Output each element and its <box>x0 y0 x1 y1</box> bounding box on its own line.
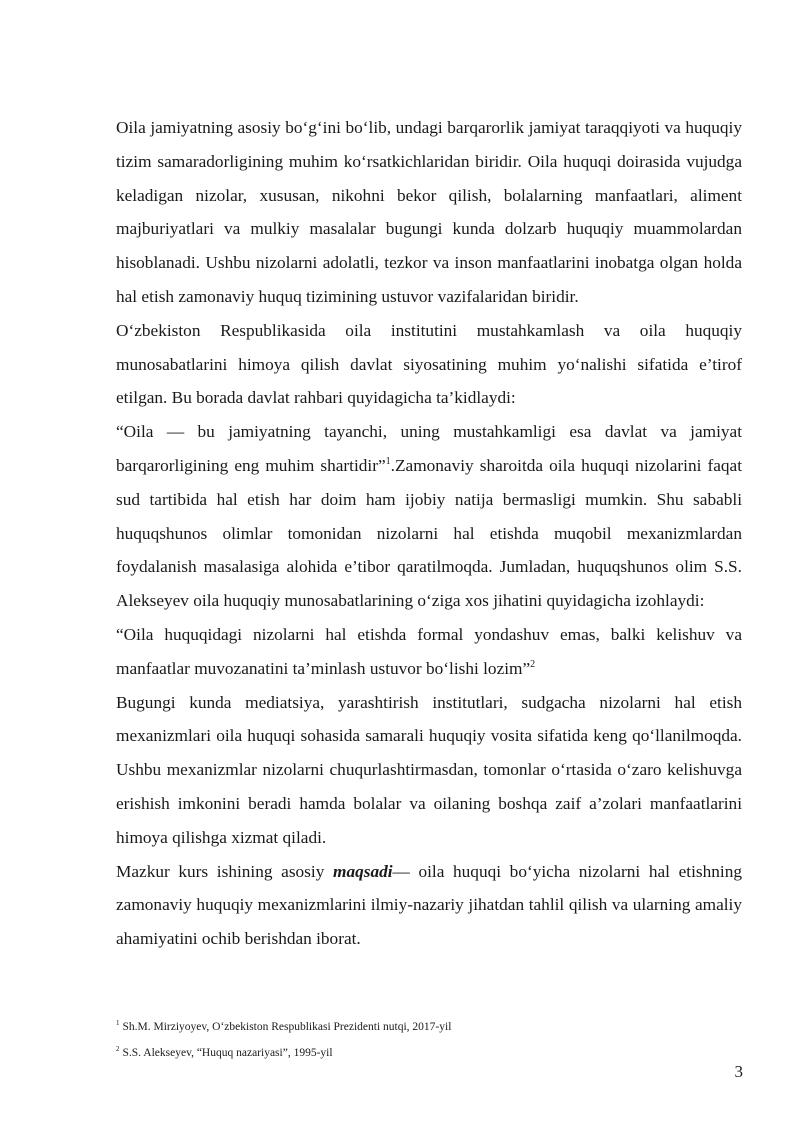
paragraph-alternatives: .Zamonaviy sharoitda oila huquqi nizolarini faqat sud tartibida hal etish har doim ham ijobiy natija bermasligi mumkin. Shu sababli huquqshunos olimlar tomonidan nizolarni hal etishda muqobil mexanizmlardan foydalanish masalasiga alohida e’tibor qaratilmoqda. Jumladan, huquqshunos olim S.S. Alekseyev oila huquqiy munosabatlarining o‘ziga xos jihatini quyidagicha izohlaydi: <box>116 455 742 611</box>
footnote-mark-1: 1 <box>116 1019 120 1028</box>
paragraph-mediation: Bugungi kunda mediatsiya, yarashtirish institutlari, sudgacha nizolarni hal etish mexanizmlari oila huquqi sohasida samarali huquqiy vosita sifatida keng qo‘llanilmoqda. Ushbu mexanizmlar nizolarni chuqurlashtirmasdan, tomonlar o‘rtasida o‘zaro kelishuvga erishish imkonini beradi hamda bolalar va oilaning boshqa zaif a’zolari manfaatlarini himoya qilishga xizmat qiladi. <box>116 692 742 847</box>
body-text <box>116 111 742 956</box>
goal-keyword: maqsadi <box>333 861 393 881</box>
footnote-ref-2: 2 <box>530 658 536 670</box>
footnote-text-1: Sh.M. Mirziyoyev, O‘zbekiston Respublikasi Prezidenti nutqi, 2017-yil <box>122 1021 452 1033</box>
paragraph-quote-alekseyev <box>116 618 742 686</box>
quote-president: “Oila — bu jamiyatning tayanchi, uning mustahkamligi esa davlat va jamiyat barqarorligining eng muhim shartidir” <box>116 422 742 475</box>
footnotes <box>116 1014 742 1066</box>
footnote-mark-2: 2 <box>116 1045 120 1054</box>
quote-alekseyev: “Oila huquqidagi nizolarni hal etishda formal yondashuv emas, balki kelishuv va manfaatlar muvozanatini ta’minlash ustuvor bo‘lishi lozim” <box>116 624 742 678</box>
paragraph-intro: Oila jamiyatning asosiy bo‘g‘ini bo‘lib, undagi barqarorlik jamiyat taraqqiyoti va huquqiy tizim samaradorligining muhim ko‘rsatkichlaridan biridir. Oila huquqi doirasida vujudga keladigan nizolar, xususan, nikohni bekor qilish, bolalarning manfaatlari, aliment majburiyatlari va mulkiy masalalar bugungi kunda dolzarb huquqiy muammolardan hisoblanadi. Ushbu nizolarni adolatli, tezkor va inson manfaatlarini inobatga olgan holda hal etish zamonaviy huquq tizimining ustuvor vazifalaridan biridir. <box>116 118 742 306</box>
goal-prefix: Mazkur kurs ishining asosiy <box>116 861 333 881</box>
footnote-2 <box>116 1040 742 1066</box>
footnote-1 <box>116 1014 742 1040</box>
page-number: 3 <box>734 1062 743 1081</box>
goal-text: — oila huquqi bo‘yicha nizolarni hal etishning zamonaviy huquqiy mexanizmlarini ilmiy-nazariy jihatdan tahlil qilish va ularning amaliy ahamiyatini ochib berishdan iborat. <box>116 861 742 949</box>
paragraph-quote-president <box>116 415 742 618</box>
footnote-ref-1: 1 <box>385 456 391 468</box>
footnote-text-2: S.S. Alekseyev, “Huquq nazariyasi”, 1995-yil <box>122 1047 333 1059</box>
paragraph-goal <box>116 855 742 956</box>
paragraph-state-policy: O‘zbekiston Respublikasida oila institutini mustahkamlash va oila huquqiy munosabatlarini himoya qilish davlat siyosatining muhim yo‘nalishi sifatida e’tirof etilgan. Bu borada davlat rahbari quyidagicha ta’kidlaydi: <box>116 320 742 408</box>
